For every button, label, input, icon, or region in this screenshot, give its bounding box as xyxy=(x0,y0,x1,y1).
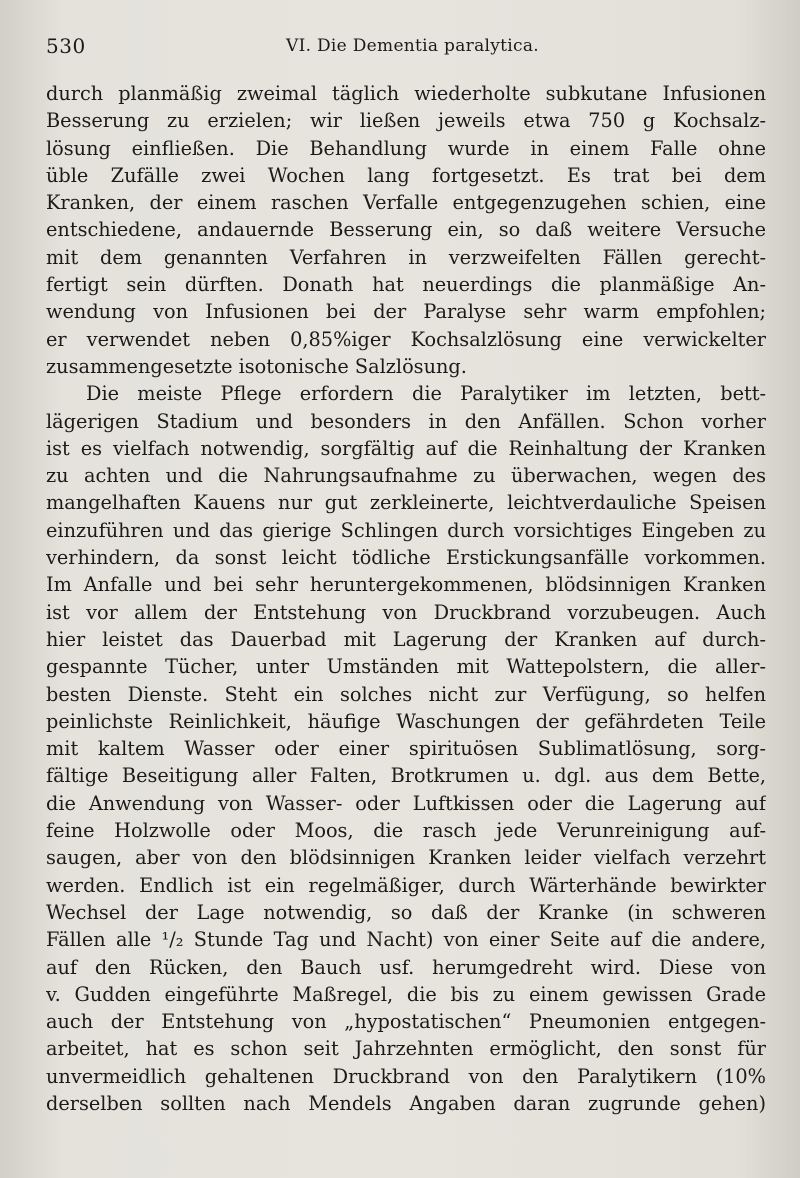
body-text xyxy=(46,80,766,1117)
text-line: besten Dienste. Steht ein solches nicht zur Verfügung, so helfen xyxy=(46,682,766,706)
text-line: wendung von Infusionen bei der Paralyse sehr warm empfohlen; xyxy=(46,300,766,324)
text-line: er verwendet neben 0,85%iger Kochsalzlösung eine verwickelter xyxy=(46,327,766,351)
text-line: hier leistet das Dauerbad mit Lagerung der Kranken auf durch- xyxy=(46,627,766,651)
text-line: Wechsel der Lage notwendig, so daß der Kranke (in schweren xyxy=(46,900,766,924)
text-line: mit dem genannten Verfahren in verzweifelten Fällen gerecht- xyxy=(46,245,766,269)
text-line: einzuführen und das gierige Schlingen durch vorsichtiges Eingeben zu xyxy=(46,518,766,542)
text-line: arbeitet, hat es schon seit Jahrzehnten ermöglicht, den sonst für xyxy=(46,1037,766,1061)
text-line: ist vor allem der Entstehung von Druckbrand vorzubeugen. Auch xyxy=(46,600,766,624)
text-line: gespannte Tücher, unter Umständen mit Wattepolstern, die aller- xyxy=(46,655,766,679)
text-line: fältige Beseitigung aller Falten, Brotkrumen u. dgl. aus dem Bette, xyxy=(46,764,766,788)
text-line: zu achten und die Nahrungsaufnahme zu überwachen, wegen des xyxy=(46,464,766,488)
text-line: peinlichste Reinlichkeit, häufige Waschungen der gefährdeten Teile xyxy=(46,709,766,733)
paragraph-start-line: Die meiste Pflege erfordern die Paralytiker im letzten, bett- xyxy=(86,382,766,406)
text-line: mit kaltem Wasser oder einer spirituösen Sublimatlösung, sorg- xyxy=(46,737,766,761)
text-line: unvermeidlich gehaltenen Druckbrand von den Paralytikern (10% xyxy=(46,1064,766,1088)
text-line: fertigt sein dürften. Donath hat neuerdings die planmäßige An- xyxy=(46,273,766,297)
running-title: VI. Die Dementia paralytica. xyxy=(286,36,540,56)
text-line: saugen, aber von den blödsinnigen Kranken leider vielfach verzehrt xyxy=(46,846,766,870)
text-line: derselben sollten nach Mendels Angaben daran zugrunde gehen) xyxy=(46,1091,766,1115)
text-line: die Anwendung von Wasser- oder Luftkissen oder die Lagerung auf xyxy=(46,791,766,815)
page-header xyxy=(46,34,766,64)
text-line: entschiedene, andauernde Besserung ein, so daß weitere Versuche xyxy=(46,218,766,242)
text-line: verhindern, da sonst leicht tödliche Erstickungsanfälle vorkommen. xyxy=(46,546,766,570)
text-line: durch planmäßig zweimal täglich wiederholte subkutane Infusionen xyxy=(46,82,766,105)
text-line: lösung einfließen. Die Behandlung wurde in einem Falle ohne xyxy=(46,136,766,160)
text-line: zusammengesetzte isotonische Salzlösung. xyxy=(46,354,467,378)
text-line: auch der Entstehung von „hypostatischen“ Pneumonien entgegen- xyxy=(46,1010,766,1034)
text-line: werden. Endlich ist ein regelmäßiger, durch Wärterhände bewirkter xyxy=(46,873,766,897)
page-number: 530 xyxy=(46,34,86,58)
text-line: ist es vielfach notwendig, sorgfältig auf die Reinhaltung der Kranken xyxy=(46,436,766,460)
text-line: Besserung zu erzielen; wir ließen jeweils etwa 750 g Kochsalz- xyxy=(46,109,766,133)
text-line: Fällen alle ¹/₂ Stunde Tag und Nacht) von einer Seite auf die andere, xyxy=(46,928,766,952)
text-line: Im Anfalle und bei sehr heruntergekommenen, blödsinnigen Kranken xyxy=(46,573,766,597)
text-line: v. Gudden eingeführte Maßregel, die bis zu einem gewissen Grade xyxy=(46,982,766,1006)
text-line: Kranken, der einem raschen Verfalle entgegenzugehen schien, eine xyxy=(46,191,766,215)
text-line: auf den Rücken, den Bauch usf. herumgedreht wird. Diese von xyxy=(46,955,766,979)
text-line: feine Holzwolle oder Moos, die rasch jede Verunreinigung auf- xyxy=(46,819,766,843)
text-line: üble Zufälle zwei Wochen lang fortgesetzt. Es trat bei dem xyxy=(46,163,766,187)
text-line: mangelhaften Kauens nur gut zerkleinerte, leichtverdauliche Speisen xyxy=(46,491,766,515)
text-line: lägerigen Stadium und besonders in den Anfällen. Schon vorher xyxy=(46,409,766,433)
